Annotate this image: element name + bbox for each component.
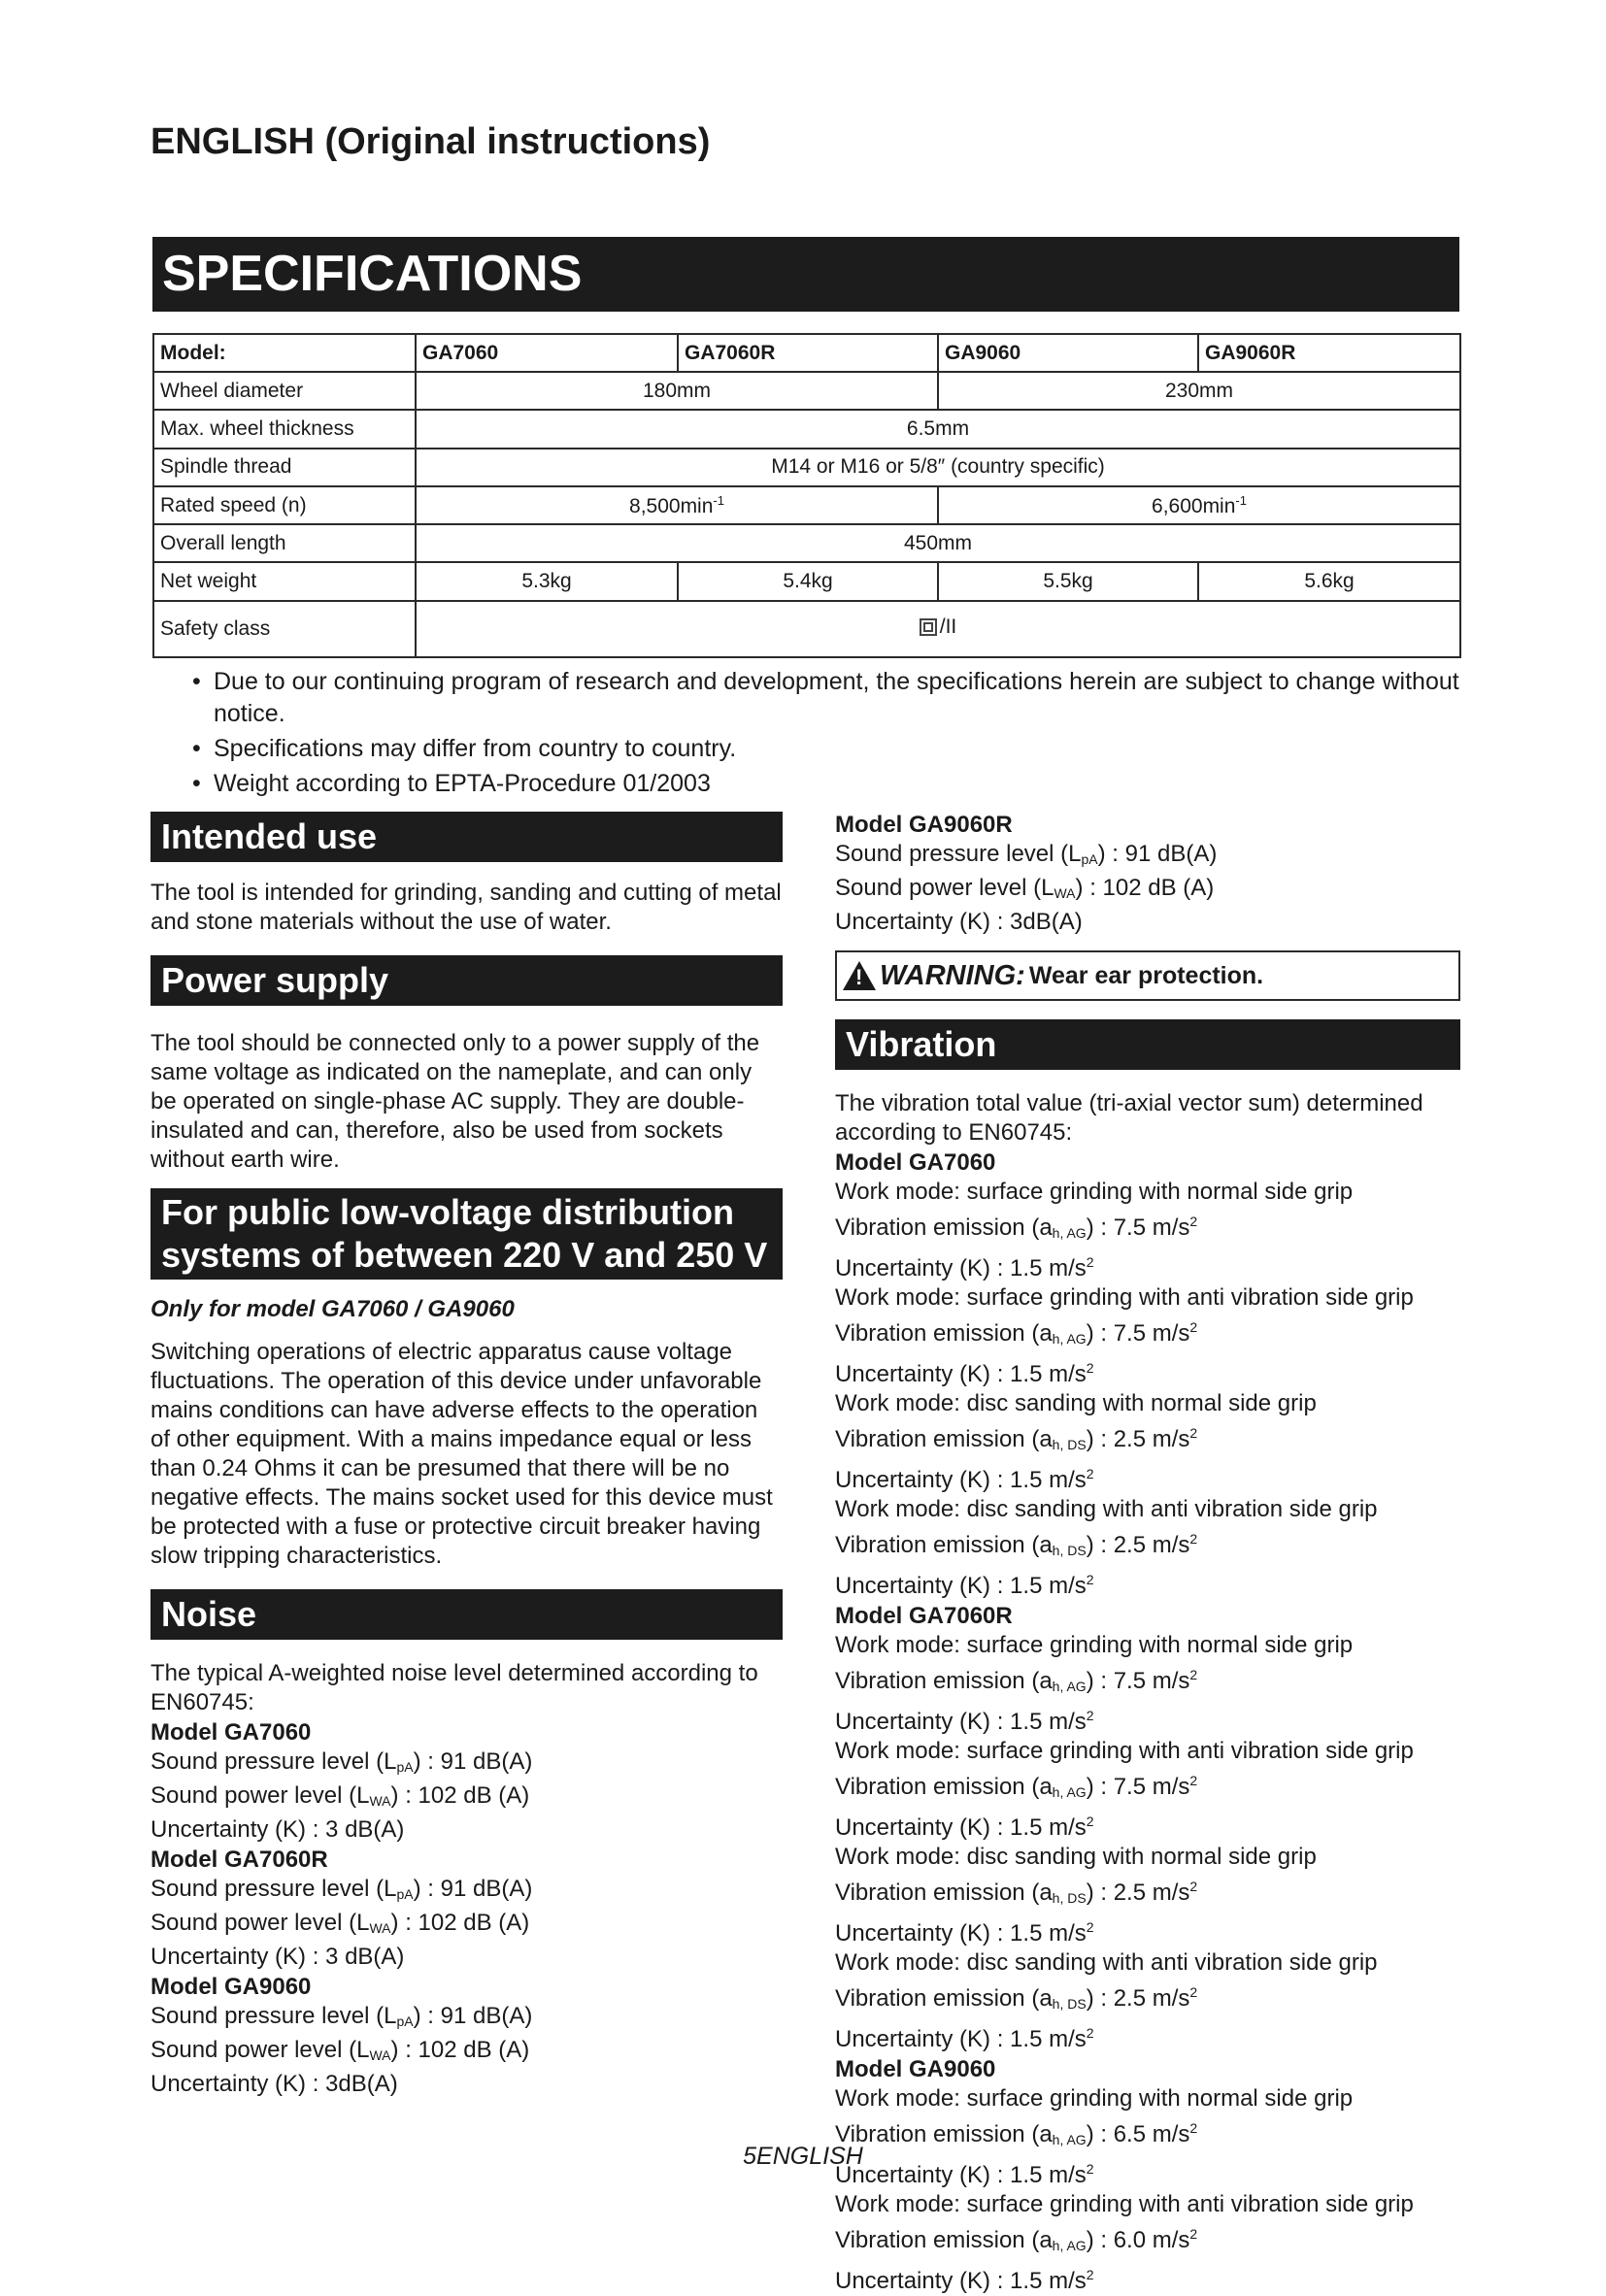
vibration-emission-line: Vibration emission $(a_{h, DS})$ : 2.5 $m/s^2$ xyxy=(835,1531,1198,1558)
spec-spindle-thread: M14 or M16 or 5/8″ (country specific) xyxy=(416,449,1460,486)
left-column xyxy=(151,812,783,2099)
bullet-icon: • xyxy=(192,735,201,762)
sound-pressure-line: Sound pressure level $(L_{pA})$ : 91 dB(A) xyxy=(151,1748,533,1775)
spec-label-net-weight: Net weight xyxy=(153,562,416,600)
low-voltage-heading: For public low-voltage distribution systems of between 220 V and 250 V xyxy=(151,1188,783,1280)
vibration-emission-line: Vibration emission $(a_{h, DS})$ : 2.5 $m/s^2$ xyxy=(835,1984,1198,2012)
warning-triangle-icon xyxy=(843,961,876,990)
spec-row-model xyxy=(153,334,1460,372)
sound-power-line: Sound power level $(L_{WA})$ : 102 dB (A) xyxy=(151,1910,530,1936)
spec-model-2: GA7060R xyxy=(678,334,938,372)
vibration-emission-line: Vibration emission $(a_{h, DS})$ : 2.5 $m/s^2$ xyxy=(835,1425,1198,1452)
vibration-uncertainty-line: Uncertainty (K) : 1.5 $m/s^2$ xyxy=(835,1254,1094,1281)
spec-row-net-weight xyxy=(153,562,1460,600)
work-mode-line: Work mode: surface grinding with anti vibration side grip xyxy=(835,2191,1414,2217)
vibration-uncertainty-line: Uncertainty (K) : 1.5 $m/s^2$ xyxy=(835,2025,1094,2052)
vibration-emission-line: Vibration emission $(a_{h, DS})$ : 2.5 $m/s^2$ xyxy=(835,1879,1198,1906)
vibration-uncertainty-line: Uncertainty (K) : 1.5 $m/s^2$ xyxy=(835,1466,1094,1493)
vibration-emission-line: Vibration emission $(a_{h, AG})$ : 6.5 $m/s^2$ xyxy=(835,2120,1198,2147)
vibration-uncertainty-line: Uncertainty (K) : 1.5 $m/s^2$ xyxy=(835,1708,1094,1735)
spec-net-weight-3: 5.5kg xyxy=(938,562,1198,600)
vibration-model-block xyxy=(835,1601,1476,2054)
intended-use-text: The tool is intended for grinding, sanding and cutting of metal and stone materials without the use of water. xyxy=(151,880,782,935)
bullet-icon: • xyxy=(192,668,201,695)
low-voltage-subtitle: Only for model GA7060 / GA9060 xyxy=(151,1296,515,1322)
spec-row-overall-length xyxy=(153,524,1460,562)
power-supply-text: The tool should be connected only to a power supply of the same voltage as indicated on the nameplate, and can only be operated on single-phase AC supply. They are double-insulated and can, therefore, also be used from sockets without earth wire. xyxy=(151,1030,760,1173)
low-voltage-text: Switching operations of electric apparatus cause voltage fluctuations. The operation of this device under unfavorable mains conditions can have adverse effects to the operation of other equipment. With a mains impedance equal or less than 0.24 Ohms it can be presumed that there will be no negative effects. The mains socket used for this device must be protected with a fuse or protective circuit breaker having slow tripping characteristics. xyxy=(151,1339,773,1569)
vibration-emission-line: Vibration emission $(a_{h, AG})$ : 7.5 $m/s^2$ xyxy=(835,1667,1198,1694)
work-mode-line: Work mode: surface grinding with anti vibration side grip xyxy=(835,1284,1414,1311)
spec-row-rated-speed xyxy=(153,486,1460,524)
spec-rated-speed-1: $8,500\min^{-1}$ xyxy=(416,486,938,524)
spec-max-wheel-thickness: 6.5mm xyxy=(416,410,1460,448)
right-column xyxy=(835,810,1476,2296)
spec-safety-class: /II xyxy=(416,601,1460,657)
warning-box xyxy=(835,950,1460,1001)
spec-label-model: Model: xyxy=(153,334,416,372)
sound-power-line: Sound power level $(L_{WA})$ : 102 dB (A) xyxy=(151,2037,530,2063)
spec-row-wheel-diameter xyxy=(153,372,1460,410)
work-mode-line: Work mode: surface grinding with normal side grip xyxy=(835,1632,1354,1658)
uncertainty-line: Uncertainty (K) : 3 dB(A) xyxy=(151,1816,405,1843)
spec-label-overall-length: Overall length xyxy=(153,524,416,562)
sound-pressure-line: Sound pressure level $(L_{pA})$ : 91 dB(A) xyxy=(151,2003,533,2029)
spec-rated-speed-2: $6,600\min^{-1}$ xyxy=(938,486,1460,524)
work-mode-line: Work mode: disc sanding with anti vibration side grip xyxy=(835,1496,1378,1522)
specifications-title: SPECIFICATIONS xyxy=(152,237,1459,312)
vibration-intro: The vibration total value (tri-axial vector sum) determined according to EN60745: xyxy=(835,1090,1423,1146)
vibration-uncertainty-line: Uncertainty (K) : 1.5 $m/s^2$ xyxy=(835,1572,1094,1599)
vibration-model-block xyxy=(835,1148,1476,1601)
vibration-heading: Vibration xyxy=(835,1019,1460,1070)
vibration-uncertainty-line: Uncertainty (K) : 1.5 $m/s^2$ xyxy=(835,1360,1094,1387)
spec-row-safety-class xyxy=(153,601,1460,657)
noise-model-title: Model GA9060R xyxy=(835,812,1013,838)
vibration-model-title: Model GA9060 xyxy=(835,2056,996,2082)
spec-label-wheel-diameter: Wheel diameter xyxy=(153,372,416,410)
work-mode-line: Work mode: surface grinding with normal side grip xyxy=(835,1179,1354,1205)
uncertainty-line: Uncertainty (K) : 3dB(A) xyxy=(835,909,1083,935)
vibration-uncertainty-line: Uncertainty (K) : 1.5 $m/s^2$ xyxy=(835,2267,1094,2294)
bullet-icon: • xyxy=(192,770,201,797)
spec-net-weight-4: 5.6kg xyxy=(1198,562,1460,600)
page-footer: 5ENGLISH xyxy=(743,2143,863,2170)
power-supply-heading: Power supply xyxy=(151,955,783,1006)
spec-row-max-wheel-thickness xyxy=(153,410,1460,448)
intended-use-heading: Intended use xyxy=(151,812,783,862)
warning-text: Wear ear protection. xyxy=(1028,961,1264,989)
sound-power-line: Sound power level $(L_{WA})$ : 102 dB (A) xyxy=(151,1782,530,1809)
work-mode-line: Work mode: disc sanding with normal side grip xyxy=(835,1844,1317,1870)
specifications-table xyxy=(152,333,1461,658)
work-mode-line: Work mode: disc sanding with normal side grip xyxy=(835,1390,1317,1416)
spec-label-max-wheel-thickness: Max. wheel thickness xyxy=(153,410,416,448)
spec-model-3: GA9060 xyxy=(938,334,1198,372)
uncertainty-line: Uncertainty (K) : 3 dB(A) xyxy=(151,1944,405,1970)
noise-model-title: Model GA7060R xyxy=(151,1847,328,1873)
spec-net-weight-2: 5.4kg xyxy=(678,562,938,600)
vibration-emission-line: Vibration emission $(a_{h, AG})$ : 7.5 $m/s^2$ xyxy=(835,1773,1198,1800)
noise-model-title: Model GA7060 xyxy=(151,1719,312,1746)
vibration-model-title: Model GA7060R xyxy=(835,1603,1013,1629)
noise-model-ga9060r xyxy=(835,810,1476,937)
note-item: • Specifications may differ from country to country. xyxy=(152,733,1459,765)
spec-wheel-diameter-1: 180mm xyxy=(416,372,938,410)
vibration-emission-line: Vibration emission $(a_{h, AG})$ : 7.5 $m/s^2$ xyxy=(835,1319,1198,1347)
spec-overall-length: 450mm xyxy=(416,524,1460,562)
sound-pressure-line: Sound pressure level $(L_{pA})$ : 91 dB(A) xyxy=(151,1876,533,1902)
spec-label-rated-speed: Rated speed (n) xyxy=(153,486,416,524)
vibration-model-title: Model GA7060 xyxy=(835,1149,996,1176)
spec-model-4: GA9060R xyxy=(1198,334,1460,372)
vibration-model-block xyxy=(835,2054,1476,2296)
spec-row-spindle-thread xyxy=(153,449,1460,486)
double-insulation-icon xyxy=(920,618,937,636)
noise-heading: Noise xyxy=(151,1589,783,1640)
sound-pressure-line: Sound pressure level $(L_{pA})$ : 91 dB(A) xyxy=(835,841,1218,867)
vibration-uncertainty-line: Uncertainty (K) : 1.5 $m/s^2$ xyxy=(835,1919,1094,1947)
spec-wheel-diameter-2: 230mm xyxy=(938,372,1460,410)
work-mode-line: Work mode: disc sanding with anti vibration side grip xyxy=(835,1949,1378,1976)
spec-net-weight-1: 5.3kg xyxy=(416,562,678,600)
vibration-uncertainty-line: Uncertainty (K) : 1.5 $m/s^2$ xyxy=(835,2161,1094,2188)
noise-model-ga7060r xyxy=(151,1845,783,1972)
vibration-emission-line: Vibration emission $(a_{h, AG})$ : 7.5 $m/s^2$ xyxy=(835,1214,1198,1241)
noise-model-ga7060 xyxy=(151,1717,783,1845)
vibration-models xyxy=(835,1148,1476,2296)
spec-label-spindle-thread: Spindle thread xyxy=(153,449,416,486)
noise-model-ga9060 xyxy=(151,1972,783,2099)
spec-label-safety-class: Safety class xyxy=(153,601,416,657)
vibration-emission-line: Vibration emission $(a_{h, AG})$ : 6.0 $m/s^2$ xyxy=(835,2226,1198,2253)
work-mode-line: Work mode: surface grinding with normal side grip xyxy=(835,2085,1354,2112)
sound-power-line: Sound power level $(L_{WA})$ : 102 dB (A) xyxy=(835,875,1215,901)
work-mode-line: Work mode: surface grinding with anti vibration side grip xyxy=(835,1738,1414,1764)
vibration-uncertainty-line: Uncertainty (K) : 1.5 $m/s^2$ xyxy=(835,1814,1094,1841)
page-header: ENGLISH (Original instructions) xyxy=(151,121,711,162)
noise-intro: The typical A-weighted noise level determined according to EN60745: xyxy=(151,1660,758,1715)
spec-model-1: GA7060 xyxy=(416,334,678,372)
spec-notes xyxy=(152,666,1459,803)
uncertainty-line: Uncertainty (K) : 3dB(A) xyxy=(151,2071,398,2097)
note-item: • Weight according to EPTA-Procedure 01/2003 xyxy=(152,768,1459,800)
warning-word: WARNING: xyxy=(880,959,1025,991)
noise-model-title: Model GA9060 xyxy=(151,1974,312,2000)
note-item: • Due to our continuing program of research and development, the specifications herein are subject to change without notice. xyxy=(192,668,1459,727)
